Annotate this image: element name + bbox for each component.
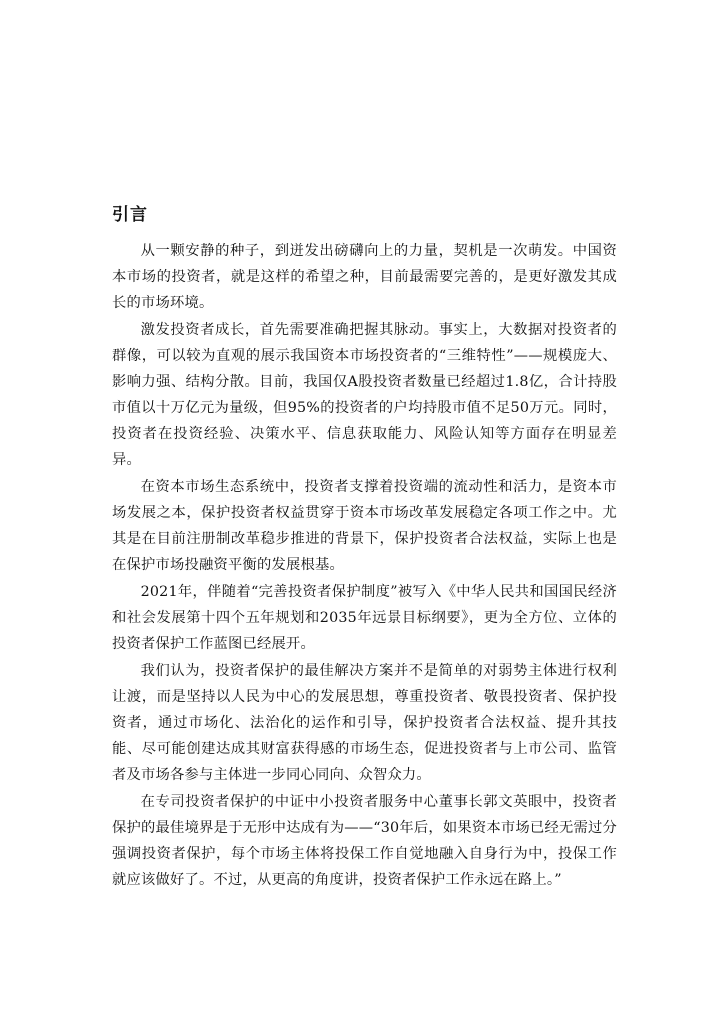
paragraph: 我们认为，投资者保护的最佳解决方案并不是简单的对弱势主体进行权利让渡，而是坚持以人民为中心的发展思想，尊重投资者、敬畏投资者、保护投资者，通过市场化、法治化的运作和引导，保护投资者合法权益、提升其技能、尽可能创建达成其财富获得感的市场生态，促进投资者与上市公司、监管者及市场各参与主体进一步同心同向、众智众力。 <box>112 663 617 783</box>
document-body <box>112 203 617 894</box>
paragraph: 激发投资者成长，首先需要准确把握其脉动。事实上，大数据对投资者的群像，可以较为直观的展示我国资本市场投资者的“三维特性”——规模庞大、影响力强、结构分散。目前，我国仅A股投资者数量已经超过1.8亿，合计持股市值以十万亿元为量级，但95%的投资者的户均持股市值不足50万元。同时，投资者在投资经验、决策水平、信息获取能力、风险认知等方面存在明显差异。 <box>112 322 617 468</box>
section-heading: 引言 <box>112 205 148 225</box>
paragraph: 在专司投资者保护的中证中小投资者服务中心董事长郭文英眼中，投资者保护的最佳境界是于无形中达成有为——“30年后，如果资本市场已经无需过分强调投资者保护，每个市场主体将投保工作自觉地融入自身行为中，投保工作就应该做好了。不过，从更高的角度讲，投资者保护工作永远在路上。” <box>112 794 617 888</box>
paragraph: 2021年，伴随着“完善投资者保护制度”被写入《中华人民共和国国民经济和社会发展第十四个五年规划和2035年远景目标纲要》，更为全方位、立体的投资者保护工作蓝图已经展开。 <box>112 584 617 652</box>
paragraph: 在资本市场生态系统中，投资者支撑着投资端的流动性和活力，是资本市场发展之本，保护投资者权益贯穿于资本市场改革发展稳定各项工作之中。尤其是在目前注册制改革稳步推进的背景下，保护投资者合法权益，实际上也是在保护市场投融资平衡的发展根基。 <box>112 479 617 573</box>
paragraph: 从一颗安静的种子，到迸发出磅礴向上的力量，契机是一次萌发。中国资本市场的投资者，就是这样的希望之种，目前最需要完善的，是更好激发其成长的市场环境。 <box>112 243 617 311</box>
